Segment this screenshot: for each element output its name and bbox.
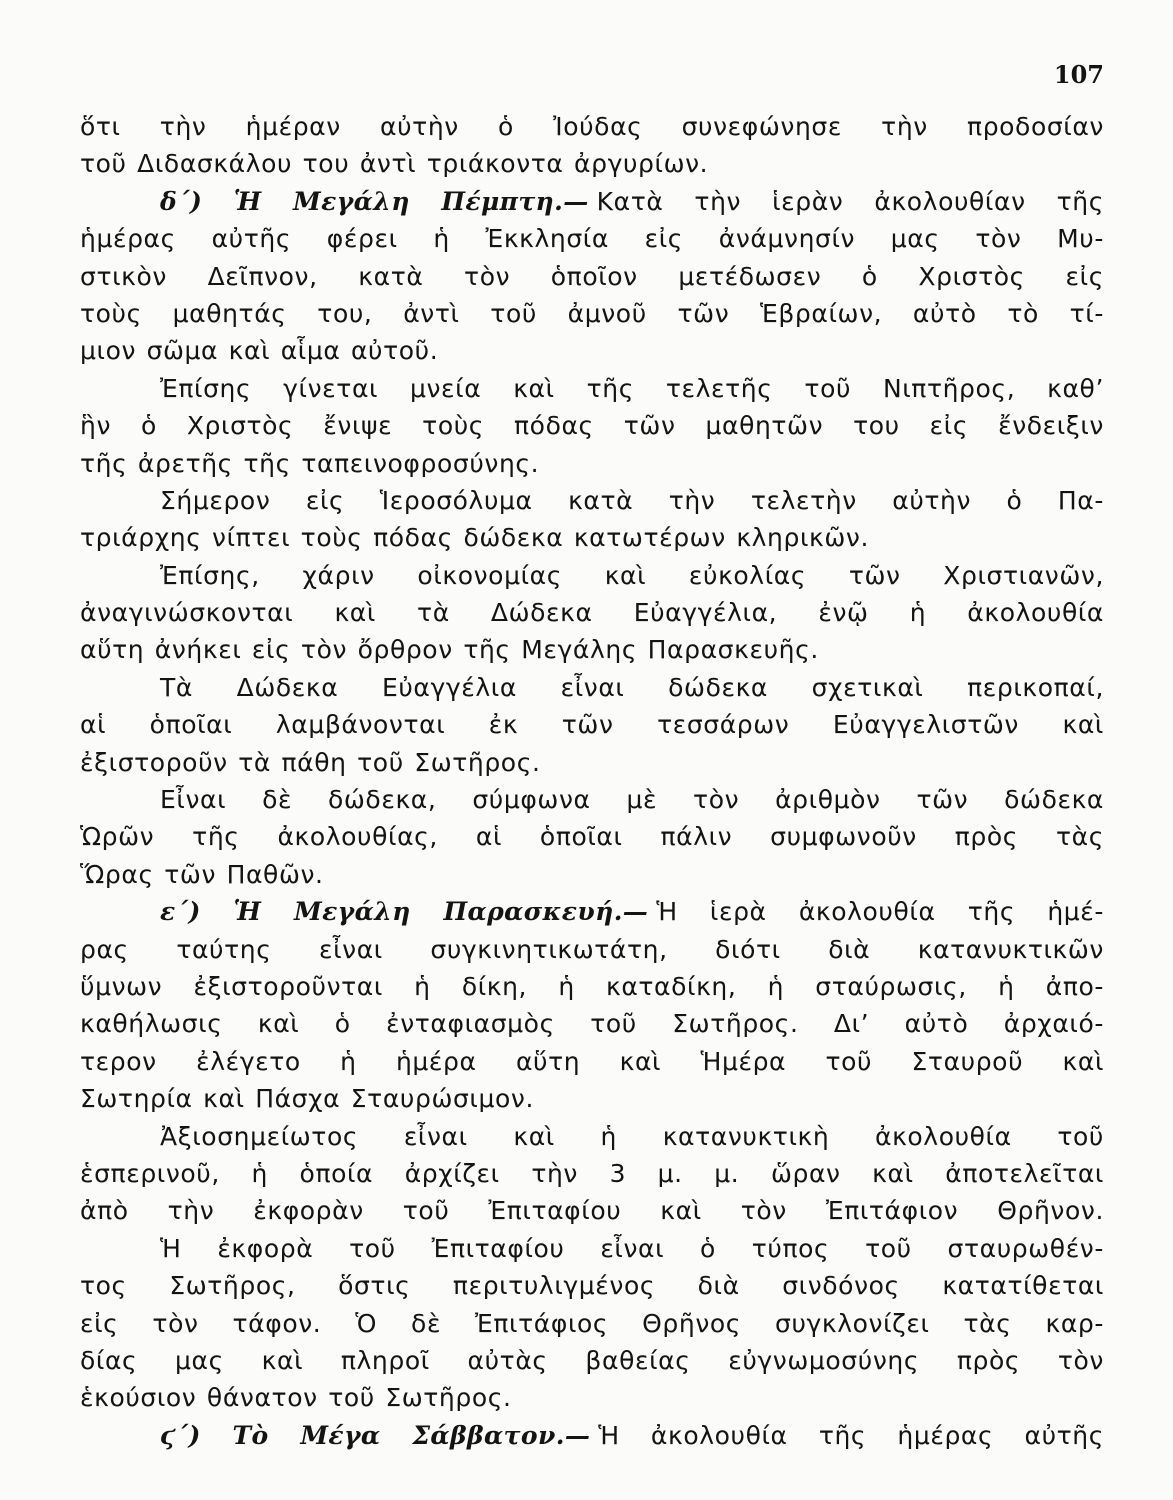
- text-line: [80, 258, 1104, 295]
- text-line: [80, 706, 1104, 743]
- section-heading: δ΄) Ἡ Μεγάλη Πέμπτη.—: [160, 186, 589, 216]
- line-text: Σήμερον εἰς Ἱεροσόλυμα κατὰ τὴν τελετὴν αὐτὴν ὁ Πα-: [160, 485, 1104, 515]
- line-text: Σωτηρία καὶ Πάσχα Σταυρώσιμον.: [80, 1084, 535, 1114]
- line-text: ἐξιστοροῦν τὰ πάθη τοῦ Σωτῆρος.: [80, 747, 541, 777]
- text-line: [80, 781, 1104, 818]
- line-text: ὕμνων ἐξιστοροῦνται ἡ δίκη, ἡ καταδίκη, ἡ σταύρωσις, ἡ ἀπο-: [80, 971, 1104, 1001]
- line-text: ἡμέρας αὐτῆς φέρει ἡ Ἐκκλησία εἰς ἀνάμνησίν μας τὸν Μυ-: [80, 224, 1104, 254]
- line-text: Εἶναι δὲ δώδεκα, σύμφωνα μὲ τὸν ἀριθμὸν τῶν δώδεκα: [160, 785, 1104, 815]
- line-text: ἣν ὁ Χριστὸς ἔνιψε τοὺς πόδας τῶν μαθητῶν του εἰς ἔνδειξιν: [80, 411, 1104, 441]
- section-heading-line: [80, 183, 1104, 220]
- line-text: τοὺς μαθητάς του, ἀντὶ τοῦ ἀμνοῦ τῶν Ἑβραίων, αὐτὸ τὸ τί-: [80, 298, 1104, 328]
- line-text: Ἀξιοσημείωτος εἶναι καὶ ἡ κατανυκτικὴ ἀκολουθία τοῦ: [160, 1121, 1104, 1151]
- section-heading-line: [80, 1417, 1104, 1454]
- text-line: [80, 1005, 1104, 1042]
- text-line: [80, 931, 1104, 968]
- text-line: [80, 1230, 1104, 1267]
- line-text: Ὥρας τῶν Παθῶν.: [80, 859, 324, 889]
- text-line: [80, 1267, 1104, 1304]
- text-line: [80, 1342, 1104, 1379]
- text-line: [80, 108, 1104, 145]
- text-line: [80, 145, 1104, 182]
- line-text: ἀπὸ τὴν ἐκφορὰν τοῦ Ἐπιταφίου καὶ τὸν Ἐπιτάφιον Θρῆνον.: [80, 1196, 1104, 1226]
- line-text: Κατὰ τὴν ἱερὰν ἀκολουθίαν τῆς: [596, 186, 1104, 216]
- line-text: Ἐπίσης γίνεται μνεία καὶ τῆς τελετῆς τοῦ Νιπτῆρος, καθ’: [160, 373, 1104, 403]
- text-line: [80, 482, 1104, 519]
- line-text: εἰς τὸν τάφον. Ὁ δὲ Ἐπιτάφιος Θρῆνος συγκλονίζει τὰς καρ-: [80, 1308, 1104, 1338]
- line-text: ρας ταύτης εἶναι συγκινητικωτάτη, διότι διὰ κατανυκτικῶν: [80, 934, 1104, 964]
- line-text: τος Σωτῆρος, ὅστις περιτυλιγμένος διὰ σινδόνος κατατίθεται: [80, 1271, 1104, 1301]
- text-line: [80, 856, 1104, 893]
- line-text: τοῦ Διδασκάλου του ἀντὶ τριάκοντα ἀργυρίων.: [80, 149, 709, 179]
- text-line: [80, 631, 1104, 668]
- line-text: Ὡρῶν τῆς ἀκολουθίας, αἱ ὁποῖαι πάλιν συμφωνοῦν πρὸς τὰς: [80, 822, 1104, 852]
- line-text: Τὰ Δώδεκα Εὐαγγέλια εἶναι δώδεκα σχετικαὶ περικοπαί,: [160, 672, 1104, 702]
- text-line: [80, 1305, 1104, 1342]
- line-text: Ἡ ἱερὰ ἀκολουθία τῆς ἡμέ-: [656, 897, 1104, 927]
- line-text: καθήλωσις καὶ ὁ ἐνταφιασμὸς τοῦ Σωτῆρος. Δι’ αὐτὸ ἀρχαιό-: [80, 1009, 1104, 1039]
- page-number: 107: [1053, 60, 1104, 89]
- text-line: [80, 557, 1104, 594]
- line-text: μιον σῶμα καὶ αἷμα αὐτοῦ.: [80, 336, 439, 366]
- text-line: [80, 370, 1104, 407]
- section-heading-line: [80, 893, 1104, 930]
- line-text: αἱ ὁποῖαι λαμβάνονται ἐκ τῶν τεσσάρων Εὐαγγελιστῶν καὶ: [80, 710, 1104, 740]
- line-text: ἀναγινώσκονται καὶ τὰ Δώδεκα Εὐαγγέλια, ἐνῷ ἡ ἀκολουθία: [80, 598, 1104, 628]
- text-line: [80, 445, 1104, 482]
- text-line: [80, 1080, 1104, 1117]
- line-text: τερον ἐλέγετο ἡ ἡμέρα αὕτη καὶ Ἡμέρα τοῦ Σταυροῦ καὶ: [80, 1046, 1104, 1076]
- text-line: [80, 744, 1104, 781]
- text-line: [80, 332, 1104, 369]
- line-text: ἑκούσιον θάνατον τοῦ Σωτῆρος.: [80, 1383, 512, 1413]
- line-text: Ἡ ἐκφορὰ τοῦ Ἐπιταφίου εἶναι ὁ τύπος τοῦ σταυρωθέν-: [160, 1233, 1104, 1263]
- section-heading: ε΄) Ἡ Μεγάλη Παρασκευή.—: [160, 897, 649, 927]
- body-text: [80, 108, 1104, 1454]
- text-line: [80, 295, 1104, 332]
- text-line: [80, 1043, 1104, 1080]
- line-text: Ἡ ἀκολουθία τῆς ἡμέρας αὐτῆς: [598, 1420, 1104, 1450]
- line-text: τῆς ἀρετῆς τῆς ταπεινοφροσύνης.: [80, 448, 540, 478]
- section-heading: ϛ΄) Τὸ Μέγα Σάββατον.—: [160, 1420, 591, 1450]
- text-line: [80, 1155, 1104, 1192]
- line-text: αὕτη ἀνήκει εἰς τὸν ὄρθρον τῆς Μεγάλης Παρασκευῆς.: [80, 635, 819, 665]
- text-line: [80, 669, 1104, 706]
- text-line: [80, 407, 1104, 444]
- text-line: [80, 1118, 1104, 1155]
- line-text: τριάρχης νίπτει τοὺς πόδας δώδεκα κατωτέρων κληρικῶν.: [80, 523, 870, 553]
- line-text: δίας μας καὶ πληροῖ αὐτὰς βαθείας εὐγνωμοσύνης πρὸς τὸν: [80, 1345, 1104, 1375]
- line-text: ἑσπερινοῦ, ἡ ὁποία ἀρχίζει τὴν 3 μ. μ. ὥραν καὶ ἀποτελεῖται: [80, 1158, 1104, 1188]
- text-line: [80, 220, 1104, 257]
- text-line: [80, 1379, 1104, 1416]
- line-text: στικὸν Δεῖπνον, κατὰ τὸν ὁποῖον μετέδωσεν ὁ Χριστὸς εἰς: [80, 261, 1104, 291]
- text-line: [80, 1192, 1104, 1229]
- line-text: Ἐπίσης, χάριν οἰκονομίας καὶ εὐκολίας τῶν Χριστιανῶν,: [160, 560, 1104, 590]
- text-line: [80, 519, 1104, 556]
- text-line: [80, 594, 1104, 631]
- text-line: [80, 968, 1104, 1005]
- line-text: ὅτι τὴν ἡμέραν αὐτὴν ὁ Ἰούδας συνεφώνησε τὴν προδοσίαν: [80, 112, 1104, 141]
- text-line: [80, 818, 1104, 855]
